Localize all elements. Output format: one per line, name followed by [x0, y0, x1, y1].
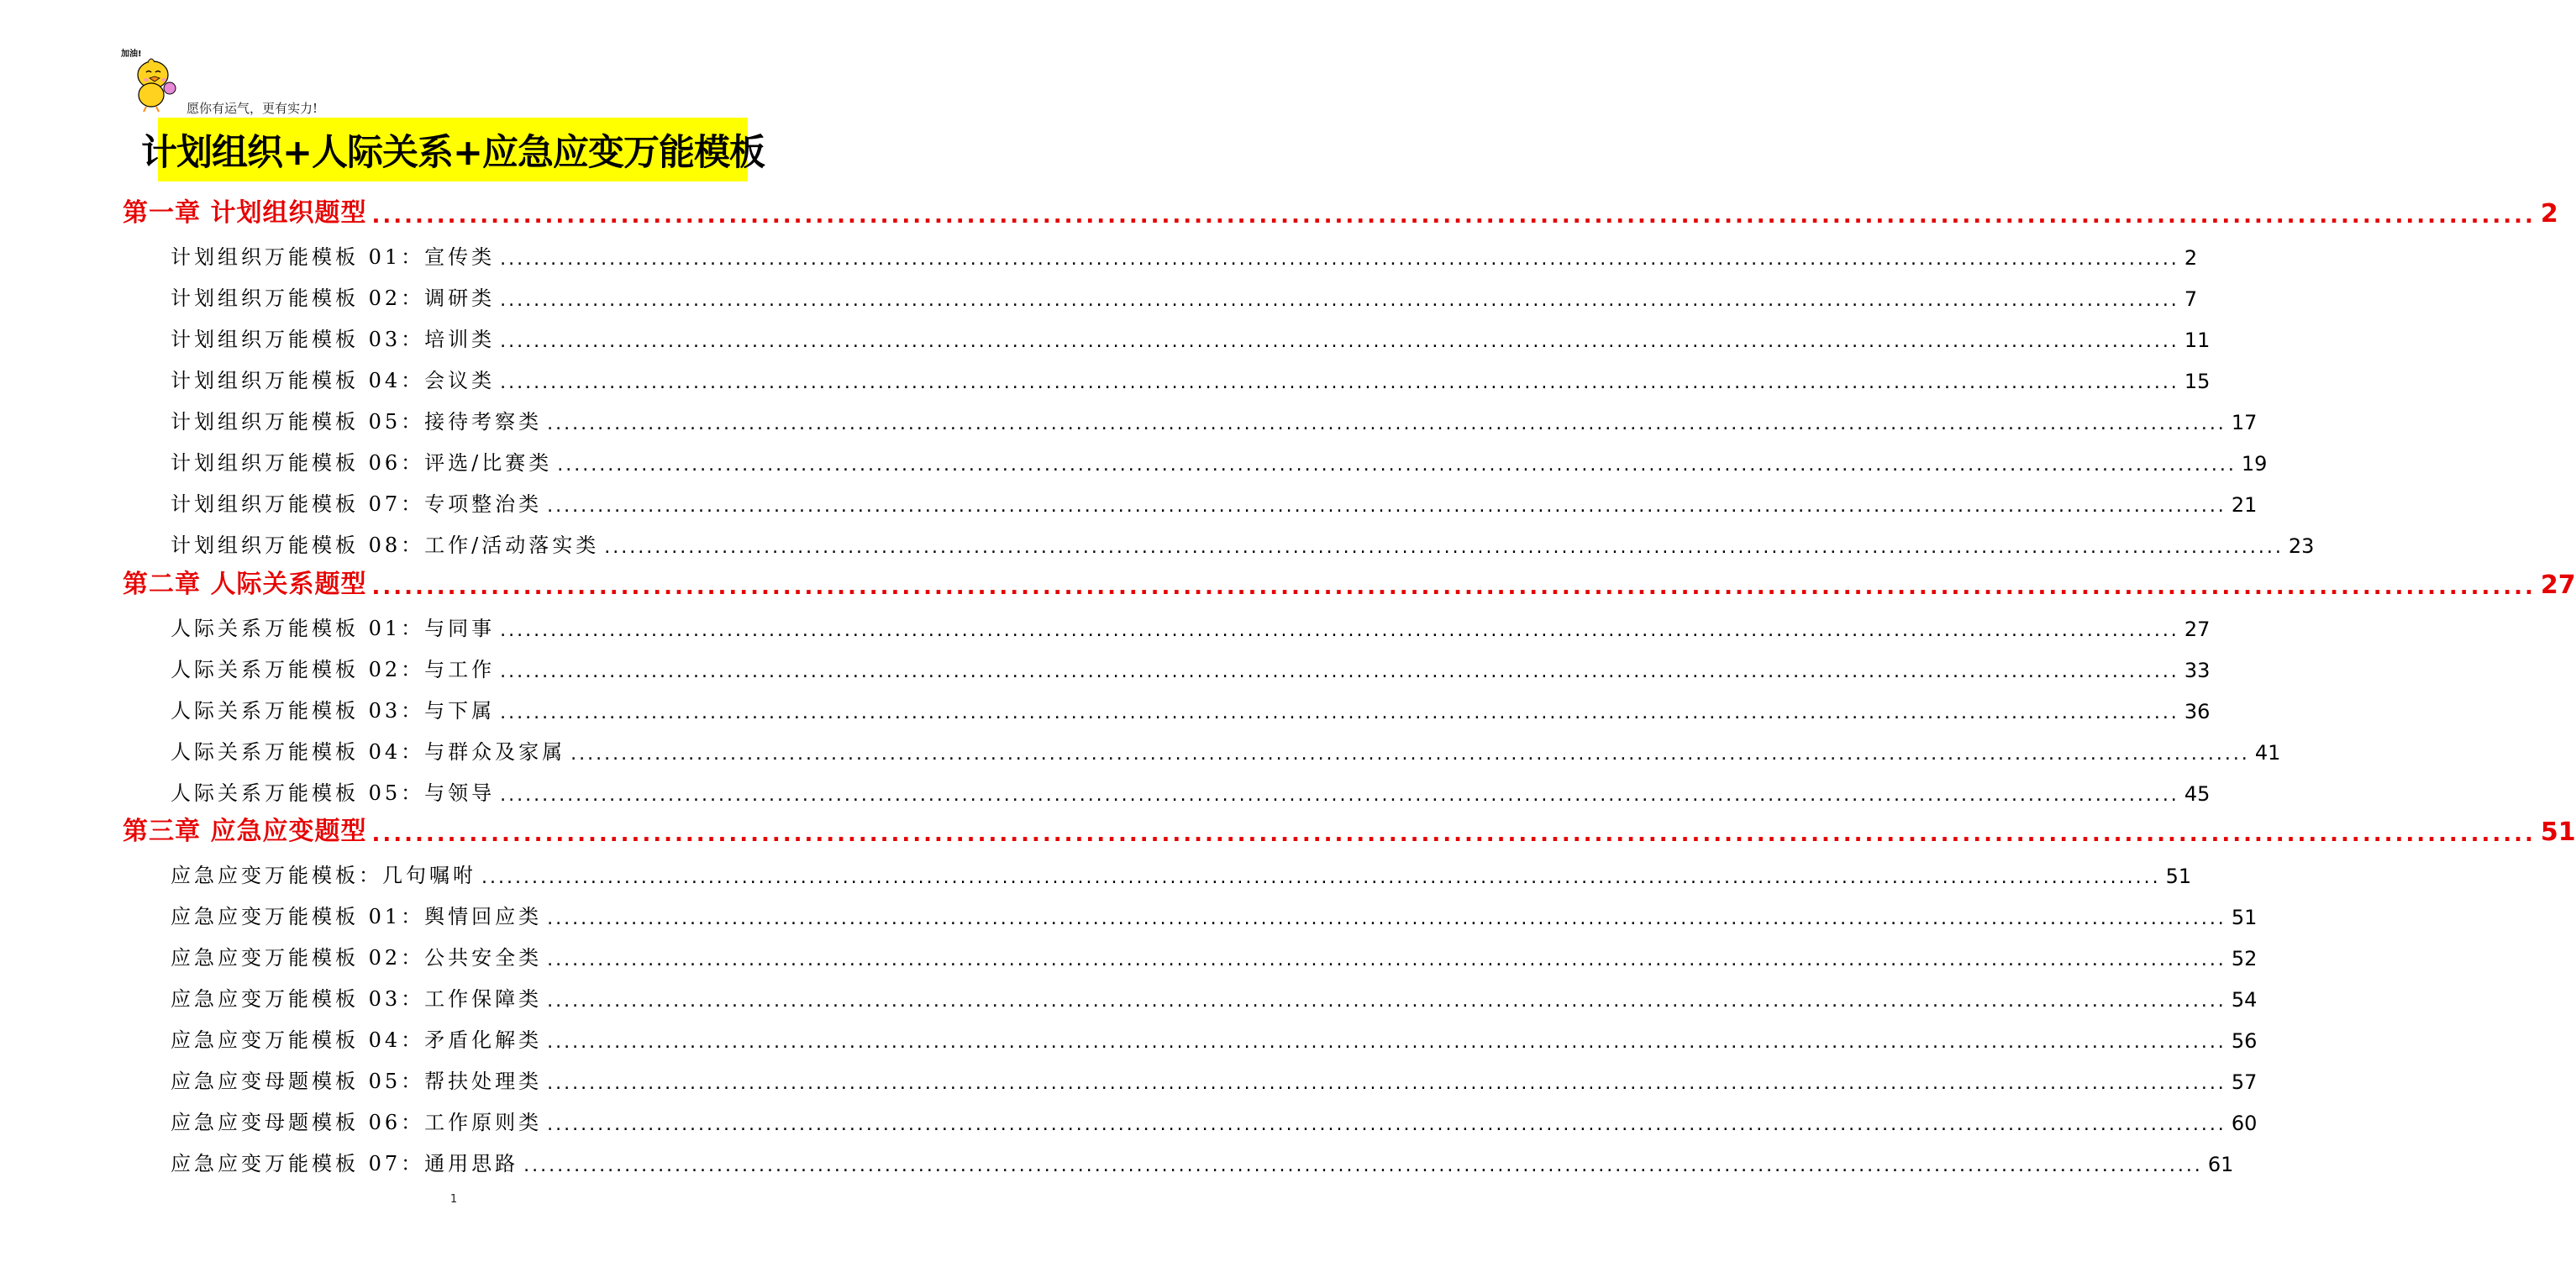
toc-entry[interactable] [171, 776, 2211, 806]
toc-entry-label: 应急应变万能模板 02：公共安全类 [171, 946, 543, 970]
toc-entry[interactable] [171, 1064, 2258, 1094]
toc-leader-dots: ........................................................................................................................................................................................................ [570, 744, 2250, 765]
toc-leader-dots: ........................................................................................................................................................................................................ [500, 620, 2179, 641]
toc-entry[interactable] [171, 1105, 2258, 1135]
toc-leader-dots: ........................................................................................................................................................................................................ [500, 249, 2179, 270]
toc-entry-page: 7 [2184, 287, 2198, 311]
toc-entry-page: 2 [2184, 246, 2198, 270]
toc-leader-dots: ........................................................................................................................................................................................................ [547, 908, 2226, 929]
toc-entry-label: 应急应变母题模板 05：帮扶处理类 [171, 1070, 543, 1093]
toc-entry[interactable] [171, 404, 2258, 434]
toc-entry-label: 应急应变万能模板 01：舆情回应类 [171, 905, 543, 928]
toc-leader-dots: ........................................................................................................................................................................................................ [547, 413, 2226, 434]
toc-leader-dots: ........................................................................................................................................................................................................ [500, 372, 2179, 393]
toc-chapter-page: 51 [2540, 818, 2576, 847]
toc-entry[interactable] [171, 1023, 2258, 1053]
toc-leader-dots: ........................................................................................................................................................................................................ [604, 537, 2284, 558]
toc-entry[interactable] [171, 858, 2192, 888]
toc-chapter-page: 27 [2540, 571, 2576, 600]
toc-leader-dots: ........................................................................................................................................................................................................ [547, 1114, 2226, 1135]
toc-entry-page: 23 [2288, 534, 2315, 558]
toc-leader-dots: ........................................................................................................................................................................................................ [371, 822, 2536, 847]
toc-leader-dots: ........................................................................................................................................................................................................ [500, 661, 2179, 682]
toc-entry[interactable] [171, 652, 2211, 682]
toc-entry[interactable] [171, 940, 2258, 970]
toc-leader-dots: ........................................................................................................................................................................................................ [371, 575, 2536, 600]
toc-leader-dots: ........................................................................................................................................................................................................ [557, 455, 2237, 476]
toc-entry-page: 41 [2254, 741, 2281, 765]
mascot-chick-logo [118, 46, 185, 113]
toc-leader-dots: ........................................................................................................................................................................................................ [371, 203, 2536, 229]
toc-entry-page: 54 [2231, 988, 2258, 1012]
toc-entry[interactable] [171, 363, 2211, 393]
toc-entry-label: 计划组织万能模板 08：工作/活动落实类 [171, 534, 600, 557]
toc-chapter-3[interactable] [123, 812, 2576, 847]
toc-entry[interactable] [171, 528, 2315, 558]
toc-entry[interactable] [171, 322, 2211, 352]
toc-entry-label: 计划组织万能模板 04：会议类 [171, 369, 496, 392]
toc-entry-label: 计划组织万能模板 05：接待考察类 [171, 410, 543, 434]
toc-entry[interactable] [171, 239, 2198, 270]
toc-entry-label: 计划组织万能模板 01：宣传类 [171, 245, 496, 269]
toc-entry[interactable] [171, 281, 2198, 311]
toc-entry-page: 17 [2231, 411, 2258, 434]
mascot-text: 加油! [121, 50, 142, 59]
toc-chapter-label: 第三章 应急应变题型 [123, 817, 367, 846]
toc-chapter-label: 第二章 人际关系题型 [123, 570, 367, 599]
toc-entry-page: 36 [2184, 700, 2211, 723]
toc-entry-page: 51 [2165, 865, 2192, 888]
toc-entry-label: 人际关系万能模板 05：与领导 [171, 781, 496, 805]
toc-entry-label: 应急应变万能模板 07：通用思路 [171, 1152, 519, 1175]
toc-entry[interactable] [171, 981, 2258, 1012]
toc-entry-page: 15 [2184, 370, 2211, 393]
toc-entry-label: 计划组织万能模板 03：培训类 [171, 328, 496, 351]
toc-entry-label: 人际关系万能模板 01：与同事 [171, 617, 496, 640]
toc-entry-label: 计划组织万能模板 06：评选/比赛类 [171, 451, 553, 475]
toc-entry[interactable] [171, 1146, 2234, 1176]
toc-leader-dots: ........................................................................................................................................................................................................ [481, 867, 2161, 888]
toc-entry-page: 45 [2184, 782, 2211, 806]
toc-entry[interactable] [171, 611, 2211, 641]
toc-chapter-1[interactable] [123, 193, 2558, 229]
toc-entry-label: 应急应变万能模板 03：工作保障类 [171, 987, 543, 1011]
toc-entry-page: 52 [2231, 947, 2258, 970]
toc-leader-dots: ........................................................................................................................................................................................................ [547, 949, 2226, 970]
toc-entry-label: 应急应变万能模板：几句嘱咐 [171, 864, 476, 887]
toc-entry-page: 21 [2231, 493, 2258, 517]
page-number: 1 [449, 1193, 458, 1206]
toc-entry-label: 应急应变万能模板 04：矛盾化解类 [171, 1028, 543, 1052]
toc-entry-page: 11 [2184, 329, 2211, 352]
toc-entry[interactable] [171, 734, 2281, 765]
toc-entry[interactable] [171, 445, 2268, 476]
toc-leader-dots: ........................................................................................................................................................................................................ [500, 331, 2179, 352]
toc-entry-label: 人际关系万能模板 02：与工作 [171, 658, 496, 681]
toc-entry[interactable] [171, 486, 2258, 517]
toc-chapter-label: 第一章 计划组织题型 [123, 198, 367, 228]
toc-entry[interactable] [171, 693, 2211, 723]
toc-entry-page: 60 [2231, 1112, 2258, 1135]
toc-leader-dots: ........................................................................................................................................................................................................ [547, 1073, 2226, 1094]
toc-entry-page: 27 [2184, 618, 2211, 641]
toc-chapter-page: 2 [2540, 199, 2558, 229]
toc-leader-dots: ........................................................................................................................................................................................................ [547, 1032, 2226, 1053]
toc-entry-page: 56 [2231, 1029, 2258, 1053]
toc-leader-dots: ........................................................................................................................................................................................................ [500, 290, 2179, 311]
motto-text: 愿你有运气，更有实力! [187, 101, 318, 116]
toc-entry-page: 33 [2184, 659, 2211, 682]
toc-entry-label: 人际关系万能模板 04：与群众及家属 [171, 740, 566, 764]
toc-leader-dots: ........................................................................................................................................................................................................ [547, 496, 2226, 517]
toc-leader-dots: ........................................................................................................................................................................................................ [547, 991, 2226, 1012]
toc-chapter-2[interactable] [123, 565, 2576, 600]
toc-entry-label: 计划组织万能模板 02：调研类 [171, 287, 496, 310]
toc-entry-label: 应急应变母题模板 06：工作原则类 [171, 1111, 543, 1134]
toc-entry-page: 61 [2207, 1153, 2234, 1176]
toc-entry[interactable] [171, 899, 2258, 929]
toc-leader-dots: ........................................................................................................................................................................................................ [500, 702, 2179, 723]
toc-leader-dots: ........................................................................................................................................................................................................ [500, 785, 2179, 806]
toc-entry-label: 计划组织万能模板 07：专项整治类 [171, 492, 543, 516]
toc-entry-label: 人际关系万能模板 03：与下属 [171, 699, 496, 723]
toc-leader-dots: ........................................................................................................................................................................................................ [523, 1155, 2203, 1176]
toc-entry-page: 51 [2231, 906, 2258, 929]
toc-entry-page: 19 [2241, 452, 2268, 476]
toc-entry-page: 57 [2231, 1070, 2258, 1094]
document-title: 计划组织+人际关系+应急应变万能模板 [158, 118, 748, 181]
